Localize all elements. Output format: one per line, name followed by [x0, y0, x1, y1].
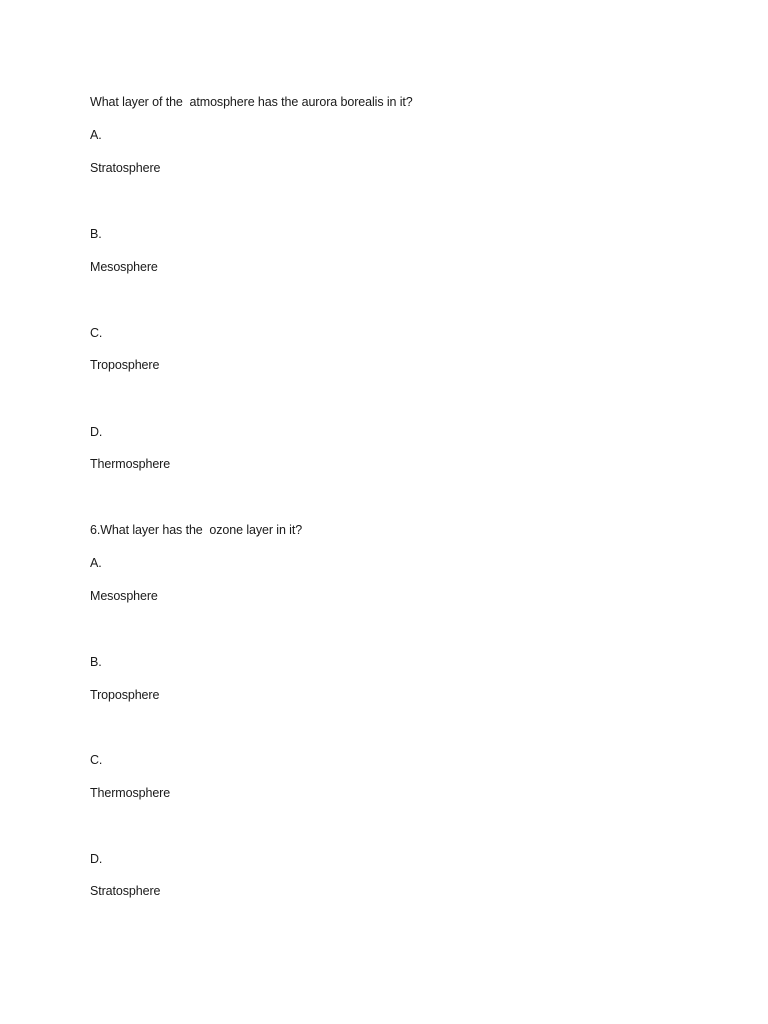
question-2-option-d-text: Stratosphere	[90, 884, 161, 898]
question-2-prompt: 6.What layer has the ozone layer in it?	[90, 523, 303, 537]
question-2-option-a-letter: A.	[90, 556, 102, 570]
question-1-prompt: What layer of the atmosphere has the aurora borealis in it?	[90, 95, 413, 109]
question-1-option-a-letter: A.	[90, 128, 102, 142]
question-2-option-d-letter: D.	[90, 852, 103, 866]
question-2-option-b-letter: B.	[90, 655, 102, 669]
question-1-option-d-text: Thermosphere	[90, 457, 171, 471]
question-1-option-d-letter: D.	[90, 425, 103, 439]
question-2-option-b-text: Troposphere	[90, 688, 160, 702]
question-2-option-a-text: Mesosphere	[90, 589, 158, 603]
question-1-option-b-letter: B.	[90, 227, 102, 241]
question-1-option-b-text: Mesosphere	[90, 260, 158, 274]
question-2-option-c-text: Thermosphere	[90, 786, 171, 800]
question-1-option-c-letter: C.	[90, 326, 103, 340]
question-2-option-c-letter: C.	[90, 753, 103, 767]
question-1-option-c-text: Troposphere	[90, 358, 160, 372]
question-1-option-a-text: Stratosphere	[90, 161, 161, 175]
